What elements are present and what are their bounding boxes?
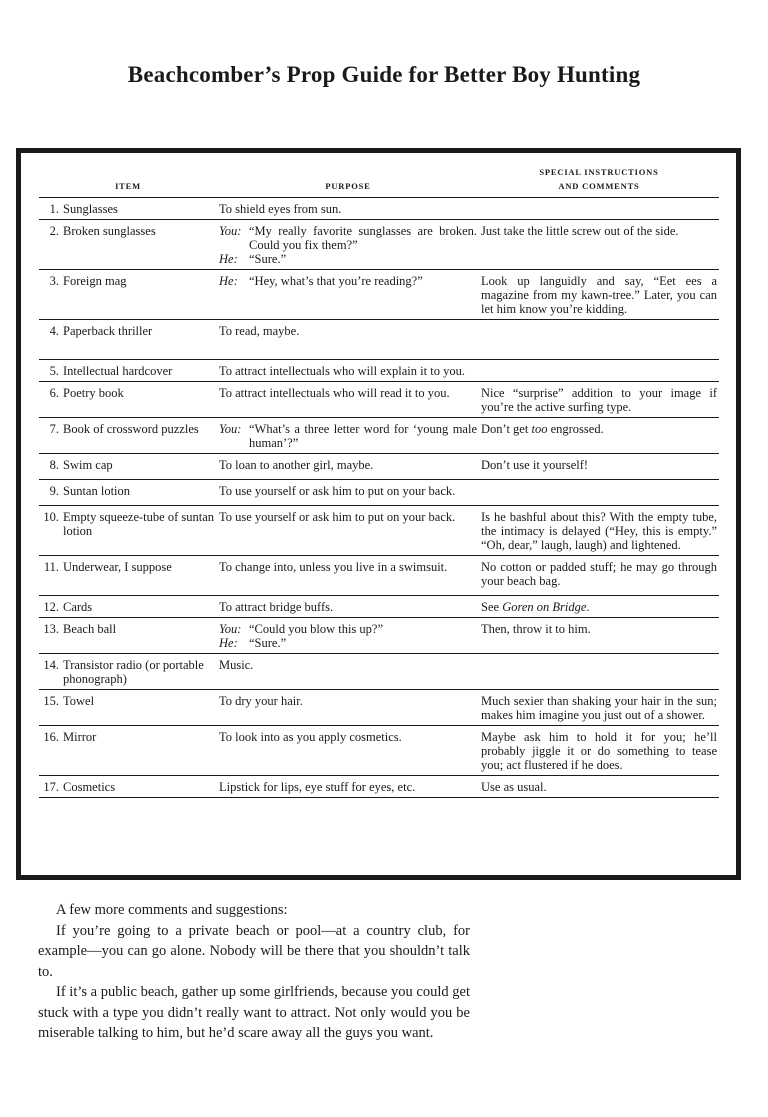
item-name: Cards	[63, 600, 93, 614]
item-name: Towel	[63, 694, 95, 708]
item-name: Transistor radio (or portable phonograph)	[63, 658, 204, 686]
table-row	[39, 454, 719, 480]
comment-cell	[479, 556, 719, 596]
dialog-speaker: You:	[219, 422, 242, 436]
item-name: Underwear, I suppose	[63, 560, 172, 574]
comment-text	[481, 422, 717, 436]
purpose-cell	[217, 320, 479, 360]
item-cell	[39, 320, 217, 360]
table-row	[39, 198, 719, 220]
dialog-line	[219, 422, 477, 450]
table-body	[39, 198, 719, 798]
purpose-cell	[217, 220, 479, 270]
purpose-cell	[217, 726, 479, 776]
dialog-speaker: He:	[219, 636, 238, 650]
item-number: 17.	[43, 780, 59, 794]
header-special-line1: SPECIAL INSTRUCTIONS	[539, 167, 659, 177]
comment-cell	[479, 690, 719, 726]
purpose-text: To loan to another girl, maybe.	[219, 458, 374, 472]
item-number: 13.	[43, 622, 59, 636]
item-cell	[39, 556, 217, 596]
purpose-text: To attract bridge buffs.	[219, 600, 334, 614]
purpose-cell	[217, 690, 479, 726]
purpose-cell	[217, 418, 479, 454]
comment-post: engrossed.	[547, 422, 604, 436]
comment-cell	[479, 220, 719, 270]
item-name: Swim cap	[63, 458, 113, 472]
purpose-text: To change into, unless you live in a swimsuit.	[219, 560, 448, 574]
item-number: 4.	[49, 324, 59, 338]
purpose-cell	[217, 198, 479, 220]
dialog-text: “What’s a three letter word for ‘young male human’?”	[249, 422, 477, 450]
comment-pre: Don’t get	[481, 422, 532, 436]
item-name: Cosmetics	[63, 780, 116, 794]
purpose-cell	[217, 776, 479, 798]
dialog-text: “Could you blow this up?”	[249, 622, 384, 636]
closing-text	[38, 900, 470, 1044]
comment-text: Don’t use it yourself!	[481, 458, 589, 472]
prose-paragraph: A few more comments and suggestions:	[56, 902, 288, 918]
dialog-line	[219, 252, 477, 266]
comment-cell	[479, 726, 719, 776]
comment-text: Then, throw it to him.	[481, 622, 591, 636]
dialog-text: “Sure.”	[249, 252, 287, 266]
purpose-cell	[217, 382, 479, 418]
item-cell	[39, 198, 217, 220]
dialog-speaker: You:	[219, 224, 242, 238]
purpose-text: To dry your hair.	[219, 694, 303, 708]
item-name: Book of crossword puzzles	[63, 422, 199, 436]
dialog-text: “Hey, what’s that you’re reading?”	[249, 274, 423, 288]
item-number: 16.	[43, 730, 59, 744]
table-row	[39, 382, 719, 418]
purpose-text: To read, maybe.	[219, 324, 300, 338]
item-number: 3.	[49, 274, 59, 288]
comment-cell	[479, 382, 719, 418]
dialog-line	[219, 274, 477, 288]
prop-guide-table-frame	[16, 148, 741, 880]
purpose-text: To use yourself or ask him to put on your back.	[219, 484, 456, 498]
item-number: 10.	[43, 510, 59, 524]
item-number: 7.	[49, 422, 59, 436]
item-name: Sunglasses	[63, 202, 118, 216]
item-cell	[39, 360, 217, 382]
table-row	[39, 360, 719, 382]
header-purpose: PURPOSE	[217, 161, 479, 198]
item-cell	[39, 480, 217, 506]
purpose-text: To look into as you apply cosmetics.	[219, 730, 402, 744]
comment-text: Look up languidly and say, “Eet ees a magazine from my kawn-tree.” Later, you can let him know you’re kidding.	[481, 274, 717, 316]
item-cell	[39, 596, 217, 618]
comment-text: Maybe ask him to hold it for you; he’ll probably jiggle it or do something to tease you; act flustered if he does.	[481, 730, 717, 772]
comment-cell	[479, 418, 719, 454]
item-number: 2.	[49, 224, 59, 238]
purpose-cell	[217, 618, 479, 654]
table-row	[39, 556, 719, 596]
item-name: Beach ball	[63, 622, 117, 636]
purpose-text: To shield eyes from sun.	[219, 202, 342, 216]
purpose-text: Lipstick for lips, eye stuff for eyes, etc.	[219, 780, 416, 794]
item-number: 8.	[49, 458, 59, 472]
table-row	[39, 320, 719, 360]
item-cell	[39, 382, 217, 418]
item-name: Suntan lotion	[63, 484, 131, 498]
item-name: Broken sunglasses	[63, 224, 156, 238]
comment-cell	[479, 776, 719, 798]
comment-emphasis: too	[531, 422, 548, 436]
comment-text: Nice “surprise” addition to your image if you’re the active surfing type.	[481, 386, 717, 414]
header-special-line2: AND COMMENTS	[558, 181, 640, 191]
dialog-line	[219, 636, 477, 650]
item-number: 12.	[43, 600, 59, 614]
comment-cell	[479, 480, 719, 506]
item-number: 14.	[43, 658, 59, 672]
comment-pre: See	[481, 600, 503, 614]
table-row	[39, 480, 719, 506]
item-cell	[39, 654, 217, 690]
dialog-line	[219, 224, 477, 252]
table-row	[39, 618, 719, 654]
page-title: Beachcomber’s Prop Guide for Better Boy Hunting	[127, 62, 641, 87]
purpose-cell	[217, 480, 479, 506]
dialog-speaker: You:	[219, 622, 242, 636]
item-cell	[39, 418, 217, 454]
comment-cell	[479, 654, 719, 690]
item-number: 6.	[49, 386, 59, 400]
item-number: 15.	[43, 694, 59, 708]
item-cell	[39, 690, 217, 726]
purpose-cell	[217, 454, 479, 480]
item-name: Poetry book	[63, 386, 124, 400]
dialog-text: “My really favorite sunglasses are broken. Could you fix them?”	[249, 224, 477, 252]
item-cell	[39, 220, 217, 270]
comment-cell	[479, 320, 719, 360]
table-row	[39, 596, 719, 618]
header-item: ITEM	[39, 161, 217, 198]
item-name: Empty squeeze-tube of suntan lotion	[63, 510, 214, 538]
comment-cell	[479, 270, 719, 320]
table-row	[39, 418, 719, 454]
comment-cell	[479, 360, 719, 382]
item-number: 11.	[43, 560, 59, 574]
comment-cell	[479, 454, 719, 480]
item-cell	[39, 506, 217, 556]
comment-cell	[479, 506, 719, 556]
purpose-cell	[217, 360, 479, 382]
table-row	[39, 726, 719, 776]
table-row	[39, 654, 719, 690]
item-cell	[39, 726, 217, 776]
item-name: Foreign mag	[63, 274, 127, 288]
purpose-cell	[217, 506, 479, 556]
item-cell	[39, 270, 217, 320]
comment-cell	[479, 198, 719, 220]
table-row	[39, 776, 719, 798]
comment-text: Is he bashful about this? With the empty tube, the intimacy is delayed (“Hey, this is empty.” “Oh, dear,” laugh, laugh) and lightened.	[481, 510, 717, 552]
header-special-instructions	[479, 161, 719, 198]
item-number: 5.	[49, 364, 59, 378]
comment-emphasis: Goren on Bridge	[502, 600, 587, 614]
purpose-cell	[217, 654, 479, 690]
comment-cell	[479, 596, 719, 618]
dialog-speaker: He:	[219, 274, 238, 288]
item-cell	[39, 454, 217, 480]
comment-text	[481, 600, 717, 614]
table-row	[39, 220, 719, 270]
item-number: 9.	[49, 484, 59, 498]
purpose-cell	[217, 556, 479, 596]
comment-text: Much sexier than shaking your hair in the sun; makes him imagine you just out of a shower.	[481, 694, 717, 722]
comment-text: Just take the little screw out of the side.	[481, 224, 679, 238]
table-row	[39, 690, 719, 726]
table-row	[39, 506, 719, 556]
purpose-text: To attract intellectuals who will read it to you.	[219, 386, 450, 400]
purpose-text: To use yourself or ask him to put on your back.	[219, 510, 456, 524]
comment-cell	[479, 618, 719, 654]
table-header-row	[39, 161, 719, 198]
purpose-text: To attract intellectuals who will explain it to you.	[219, 364, 465, 378]
item-number: 1.	[49, 202, 59, 216]
prose-paragraph: If it’s a public beach, gather up some girlfriends, because you could get stuck with a type you didn’t really want to attract. Not only would you be miserable talking to him, but he’d scare away all the guys you want.	[38, 984, 470, 1041]
item-cell	[39, 618, 217, 654]
purpose-text: Music.	[219, 658, 254, 672]
item-name: Intellectual hardcover	[63, 364, 173, 378]
dialog-text: “Sure.”	[249, 636, 287, 650]
item-cell	[39, 776, 217, 798]
item-name: Paperback thriller	[63, 324, 153, 338]
prose-paragraph: If you’re going to a private beach or pool—at a country club, for example—you can go alone. Nobody will be there that you shouldn’t talk to.	[38, 922, 470, 980]
item-name: Mirror	[63, 730, 97, 744]
dialog-line	[219, 622, 477, 636]
table-row	[39, 270, 719, 320]
comment-text: No cotton or padded stuff; he may go through your beach bag.	[481, 560, 717, 588]
prop-guide-table	[39, 161, 719, 798]
dialog-speaker: He:	[219, 252, 238, 266]
comment-post: .	[586, 600, 590, 614]
purpose-cell	[217, 596, 479, 618]
purpose-cell	[217, 270, 479, 320]
comment-text: Use as usual.	[481, 780, 547, 794]
